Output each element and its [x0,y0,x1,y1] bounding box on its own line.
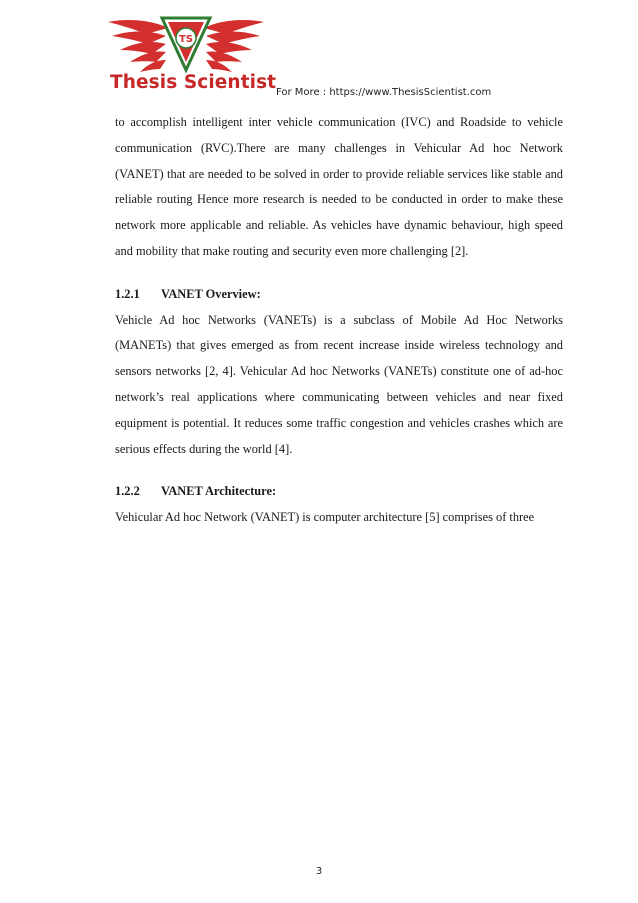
page-content [115,110,563,531]
logo-monogram: TS [178,34,194,45]
page-number: 3 [315,866,323,877]
architecture-paragraph: Vehicular Ad hoc Network (VANET) is computer architecture [5] comprises of three [115,510,535,525]
section-number: 1.2.1 [115,286,140,301]
overview-paragraph: Vehicle Ad hoc Networks (VANETs) is a subclass of Mobile Ad Hoc Networks (MANETs) that gives emerged as from recent increase inside wireless technology and sensors networks [2, 4]. Vehicular Ad hoc Networks (VANETs) constitute one of ad-hoc network’s real applications where communicating between vehicles and near fixed equipment is potential. It reduces some traffic congestion and vehicles crashes which are serious effects during the world [4]. [115,312,563,456]
section-title: VANET Architecture: [161,484,277,499]
section-title: VANET Overview: [161,286,261,301]
header-website-link[interactable]: For More : https://www.ThesisScientist.com [276,87,492,98]
intro-paragraph: to accomplish intelligent inter vehicle communication (IVC) and Roadside to vehicle communication (RVC).There are many challenges in Vehicular Ad hoc Network (VANET) that are needed to be solved in order to provide reliable services like stable and reliable routing Hence more research is needed to be conducted in order to make these network more applicable and reliable. As vehicles have dynamic behaviour, high speed and mobility that make routing and security even more challenging [2]. [115,115,563,258]
section-number: 1.2.2 [115,484,140,499]
section-heading-architecture [115,479,563,505]
brand-name: Thesis Scientist [110,72,277,93]
section-heading-overview [115,282,563,308]
